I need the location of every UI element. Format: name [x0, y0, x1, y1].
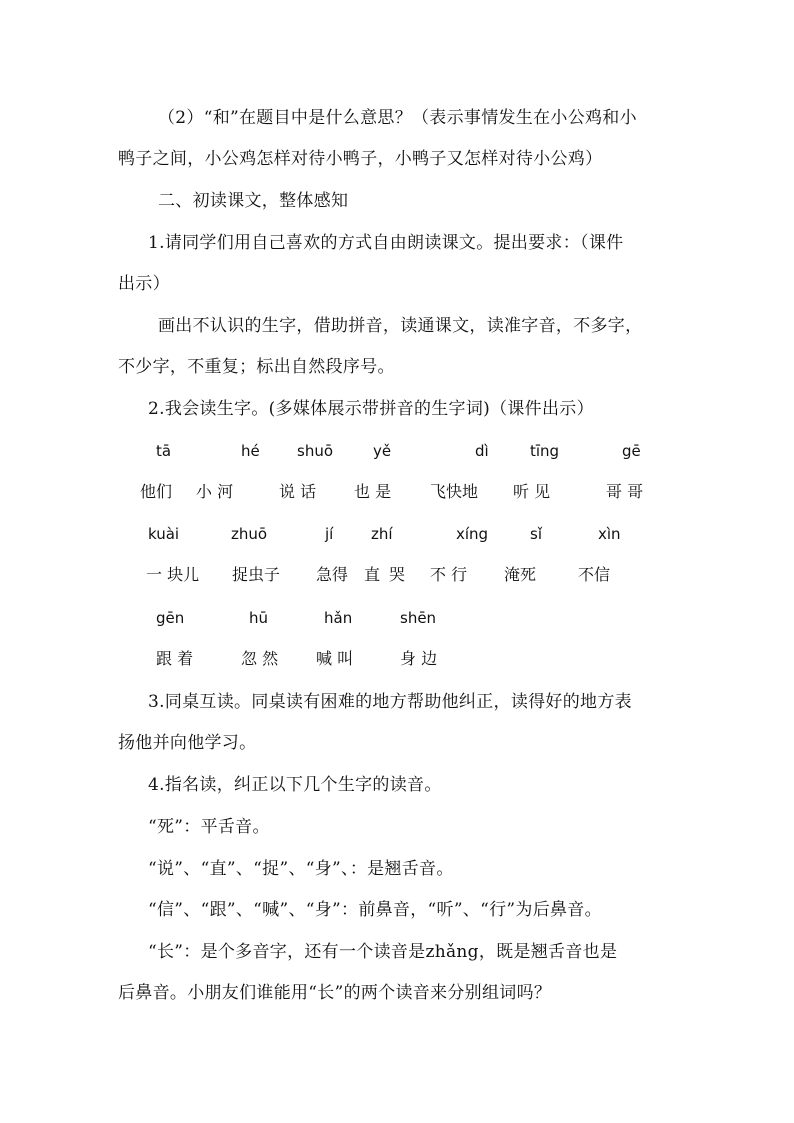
vocab-word: 也 是 [354, 482, 392, 501]
pinyin: gē [622, 442, 641, 460]
pinyin: zhí [371, 525, 393, 543]
vocab-word: 飞快地 [430, 482, 479, 501]
vocab-word: 一 块儿 [146, 565, 200, 584]
pinyin: xìn [598, 525, 621, 543]
step4-line: 4.指名读，纠正以下几个生字的读音。 [148, 775, 442, 795]
pinyin: yě [373, 442, 392, 460]
vocab-word: 不信 [578, 565, 611, 584]
vocab-word: 跟 着 [156, 649, 194, 668]
pinyin: hé [241, 442, 260, 460]
note-flat-tongue: “死”：平舌音。 [148, 817, 270, 837]
pinyin: shuō [297, 442, 334, 460]
pinyin: jí [325, 525, 334, 543]
pinyin: kuài [148, 525, 180, 543]
pinyin: zhuō [231, 525, 268, 543]
vocab-word: 他们 [140, 482, 173, 501]
note-nasal: “信”、“跟”、“喊”、“身”：前鼻音，“听”、“行”为后鼻音。 [148, 900, 602, 920]
pinyin: shēn [400, 609, 437, 627]
vocab-word: 喊 叫 [316, 649, 354, 668]
step2-line: 2.我会读生字。(多媒体展示带拼音的生字词)（课件出示） [148, 399, 594, 419]
vocab-word: 说 话 [279, 482, 317, 501]
pinyin: hǎn [324, 609, 353, 627]
pinyin: sǐ [530, 525, 542, 543]
q2-line-1: （2）“和”在题目中是什么意思？（表示事情发生在小公鸡和小 [158, 108, 637, 128]
section-heading: 二、初读课文，整体感知 [158, 191, 349, 211]
pinyin: hū [249, 609, 269, 627]
step3-line-2: 扬他并向他学习。 [118, 733, 257, 753]
vocab-word: 听 见 [513, 482, 551, 501]
vocab-word: 小 河 [196, 482, 234, 501]
vocab-word: 哥 哥 [606, 482, 644, 501]
vocab-word: 身 边 [400, 649, 438, 668]
note-polyphone-line-2: 后鼻音。小朋友们谁能用“长”的两个读音来分别组词吗？ [118, 983, 552, 1003]
requirement-line-2: 不少字，不重复；标出自然段序号。 [118, 357, 395, 377]
step3-line-1: 3.同桌互读。同桌读有困难的地方帮助他纠正，读得好的地方表 [148, 692, 632, 712]
step1-line-2: 出示） [118, 274, 170, 294]
vocab-word: 直 [364, 565, 381, 584]
pinyin: tā [156, 442, 172, 460]
note-retroflex: “说”、“直”、“捉”、“身”、：是翘舌音。 [148, 859, 454, 879]
vocab-word: 捉虫子 [232, 565, 281, 584]
q2-line-2: 鸭子之间，小公鸡怎样对待小鸭子，小鸭子又怎样对待小公鸡） [118, 149, 603, 169]
pinyin: dì [475, 442, 489, 460]
step1-line-1: 1.请同学们用自己喜欢的方式自由朗读课文。提出要求：（课件 [148, 233, 624, 253]
note-polyphone-line-1: “长”：是个多音字，还有一个读音是zhǎng，既是翘舌音也是 [148, 942, 618, 962]
requirement-line-1: 画出不认识的生字，借助拼音，读通课文，读准字音，不多字， [158, 316, 643, 336]
pinyin: xíng [456, 525, 489, 543]
vocab-word: 急得 [316, 565, 349, 584]
vocab-word: 不 行 [430, 565, 468, 584]
vocab-word: 哭 [389, 565, 406, 584]
vocab-word: 淹死 [504, 565, 537, 584]
pinyin: gēn [156, 609, 185, 627]
vocab-word: 忽 然 [241, 649, 279, 668]
pinyin: tīng [530, 442, 560, 460]
